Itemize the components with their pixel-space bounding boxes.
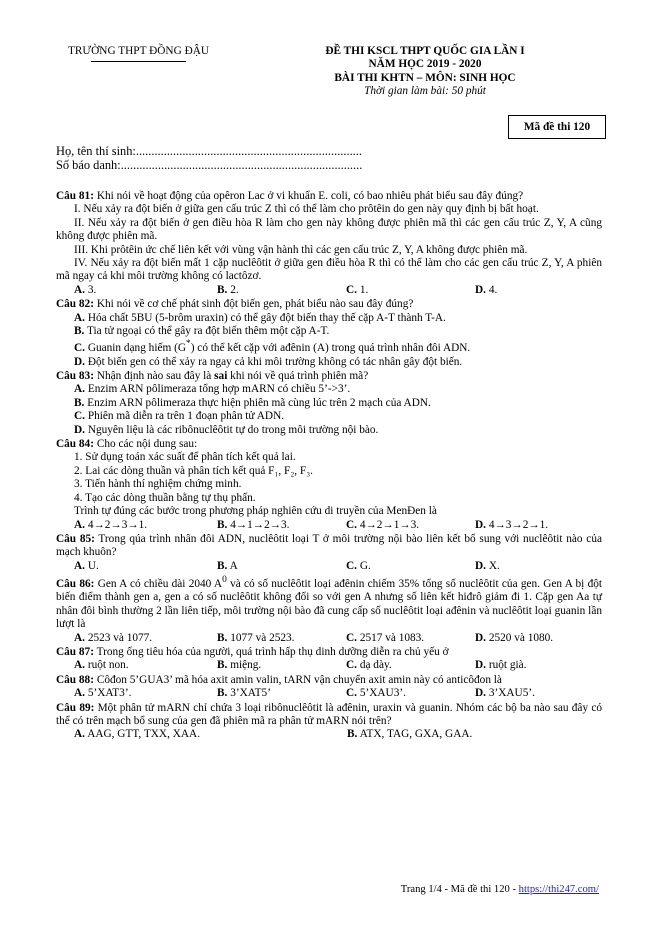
option-a[interactable]: A. Hóa chất 5BU (5-brôm uraxin) có thể gây đột biến thay thế cặp A-T thành T-A. (74, 311, 446, 324)
option-a[interactable]: A. AAG, GTT, TXX, XAA. (74, 728, 201, 741)
option-d[interactable]: D. ruột già. (475, 659, 527, 672)
option-d[interactable]: D. Nguyên liệu là các ribônuclêôtit tự do trong môi trường nội bào. (74, 423, 379, 436)
option-c[interactable]: C. 2517 và 1083. (346, 631, 425, 644)
question-number: Câu 82: (56, 298, 94, 311)
statement-1: I. Nếu xảy ra đột biến ở giữa gen cấu trúc Z thì có thể làm cho prôtêin do gen này quy định bị bất hoạt. (74, 203, 539, 216)
exam-subject: BÀI THI KHTN – MÔN: SINH HỌC (334, 71, 516, 84)
step-4: 4. Tạo các dòng thuần bằng tự thụ phấn. (74, 491, 256, 504)
option-b[interactable]: B. 2. (217, 283, 239, 296)
exam-code-box: Mã đề thi 120 (508, 115, 606, 139)
page-footer (401, 883, 599, 896)
question-89 (56, 702, 602, 742)
footer-link[interactable]: https://thi247.com/ (518, 884, 599, 895)
option-b[interactable]: B. ATX, TAG, GXA, GAA. (347, 728, 473, 741)
option-b[interactable]: B. Enzim ARN pôlimeraza thực hiện phiên mã cùng lúc trên 2 mạch của ADN. (74, 396, 431, 409)
option-c[interactable]: C. G. (346, 559, 371, 572)
option-b[interactable]: B. 1077 và 2523. (217, 631, 295, 644)
answer-options (56, 284, 602, 297)
option-c[interactable]: C. dạ dày. (346, 659, 392, 672)
candidate-number-line: Số báo danh:.............................................................................. (56, 158, 363, 172)
question-number: Câu 87: (56, 645, 94, 658)
question-text: Một phân tử mARN chỉ chứa 3 loại ribônuclêôtit là ađênin, uraxin và guanin. Nhóm các bộ ba nào sau đây có thể có trên mạch bổ sung của gen đã phiên mã ra phân tử mARN nói trên? (56, 701, 602, 727)
question-prompt: Trình tự đúng các bước trong phương pháp nghiên cứu di truyền của MenĐen là (74, 505, 437, 518)
answer-options (56, 560, 602, 573)
step-3: 3. Tiến hành thí nghiệm chứng minh. (74, 478, 242, 491)
option-a[interactable]: A. U. (74, 559, 99, 572)
exam-header (250, 45, 600, 99)
answer-options (56, 659, 602, 672)
option-d[interactable]: D. Đột biến gen có thể xảy ra ngay cả khi môi trường không có tác nhân gây đột biến. (74, 355, 463, 368)
answer-options (56, 728, 602, 741)
question-87 (56, 646, 602, 673)
question-85 (56, 533, 602, 573)
question-83 (56, 370, 602, 437)
option-b[interactable]: B. 4→1→2→3. (217, 518, 290, 531)
option-b[interactable]: B. A (217, 559, 238, 572)
question-text: Gen A có chiều dài 2040 $A^0$ và có số nuclêôtit loại ađênin chiếm 35% tổng số nuclêôtit của gen. Gen A bị đột biến điểm thành gen a, gen a có số nuclêôtit không đổi so với gen A nhưng số liên kết hiđrô giảm đi 1. Cặp gen Aa tự nhân đôi bình thường 2 lần liên tiếp, môi trường nội bào đã cung cấp số nuclêôtit loại ađênin và nuclêôtit loại guanin lần lượt là (56, 575, 603, 631)
question-82 (56, 298, 602, 369)
option-d[interactable]: D. X. (475, 559, 500, 572)
questions (56, 190, 602, 743)
step-1: 1. Sử dụng toán xác suất để phân tích kết quả lai. (74, 451, 296, 464)
question-text: Trong qúa trình nhân đôi ADN, nuclêôtit loại T ở môi trường nội bào liên kết bổ sung với nuclêôtit nào của mạch khuôn? (56, 532, 602, 559)
question-84 (56, 438, 602, 532)
question-number: Câu 81: (56, 190, 94, 202)
option-a[interactable]: A. ruột non. (74, 659, 129, 672)
question-number: Câu 89: (56, 701, 95, 714)
school-underline (91, 61, 186, 62)
option-d[interactable]: D. 4. (475, 283, 498, 296)
question-text: Khi nói về cơ chế phát sinh đột biến gen, phát biểu nào sau đây đúng? (96, 298, 414, 311)
question-number: Câu 88: (56, 673, 94, 686)
option-b[interactable]: B. 3’XAT5’ (217, 687, 271, 700)
question-text: Côđon 5’GUA3’ mã hóa axit amin valin, tARN vận chuyển axit amin này có anticôđon là (96, 673, 502, 686)
candidate-name-line: Họ, tên thí sinh:......................................................................... (56, 144, 362, 158)
option-a[interactable]: A. 3. (74, 283, 97, 296)
option-d[interactable]: D. 4→3→2→1. (475, 518, 549, 531)
statement-2: II. Nếu xảy ra đột biến ở gen điều hòa R làm cho gen này không được phiên mã thì các gen cấu trúc Z, Y, A cũng không được phiên mã. (56, 216, 602, 243)
option-c[interactable]: C. Phiên mã diễn ra trên 1 đoạn phân tử ADN. (74, 410, 285, 423)
option-b[interactable]: B. miệng. (217, 659, 262, 672)
question-number: Câu 85: (56, 532, 95, 545)
question-number: Câu 86: (56, 577, 95, 590)
question-text: Trong ống tiêu hóa của người, quá trình hấp thụ dinh dưỡng diễn ra chủ yếu ở (96, 645, 449, 658)
statement-3: III. Khi prôtêin ức chế liên kết với vùng vận hành thì các gen cấu trúc Z, Y, A không được phiên mã. (74, 243, 528, 256)
school-name: TRƯỜNG THPT ĐỒNG ĐẬU (67, 45, 210, 57)
option-a[interactable]: A. 2523 và 1077. (74, 631, 153, 644)
answer-options (56, 687, 602, 700)
question-text: Cho các nội dung sau: (96, 438, 198, 451)
question-text: Nhận định nào sau đây là sai khi nói về quá trình phiên mã? (96, 370, 369, 383)
option-c[interactable]: C. 5’XAU3’. (346, 687, 406, 700)
option-c[interactable]: C. 1. (346, 283, 369, 296)
exam-title: ĐỀ THI KSCL THPT QUỐC GIA LẦN I (325, 45, 525, 57)
statement-4: IV. Nếu xảy ra đột biến mất 1 cặp nuclêôtit ở giữa gen điều hòa R thì có thể làm cho các gen cấu trúc Z, Y, A phiên mã ngay cả khi môi trường không có lactôzơ. (56, 257, 602, 283)
option-c[interactable]: C. Guanin dạng hiếm (G*) có thể kết cặp với ađênin (A) trong quá trình nhân đôi ADN. (74, 339, 471, 355)
footer-text: Trang 1/4 - Mã đề thi 120 - (400, 884, 519, 895)
step-2: 2. Lai các dòng thuần và phân tích kết quả F₁, F₂, F₃. (74, 464, 313, 477)
option-a[interactable]: A. 5’XAT3’. (74, 687, 132, 700)
option-a[interactable]: A. 4→2→3→1. (74, 518, 148, 531)
exam-time: Thời gian làm bài: 50 phút (364, 85, 486, 98)
question-number: Câu 83: (56, 370, 94, 383)
question-86 (56, 574, 602, 645)
school-year: NĂM HỌC 2019 - 2020 (368, 58, 482, 71)
school-header (56, 45, 221, 62)
option-c[interactable]: C. 4→2→1→3. (346, 518, 420, 531)
option-d[interactable]: D. 2520 và 1080. (475, 631, 554, 644)
question-88 (56, 674, 602, 701)
option-a[interactable]: A. Enzim ARN pôlimeraza tổng hợp mARN có chiều 5’->3’. (74, 383, 351, 396)
answer-options (56, 519, 602, 532)
answer-options (56, 632, 602, 645)
question-text: Khi nói về hoạt động của opêron Lac ở vi khuẩn E. coli, có bao nhiêu phát biểu sau đây đúng? (96, 190, 524, 202)
question-81 (56, 190, 602, 297)
option-b[interactable]: B. Tia tử ngoại có thể gây ra đột biến thêm một cặp A-T. (74, 325, 330, 338)
question-number: Câu 84: (56, 438, 94, 451)
option-d[interactable]: D. 3’XAU5’. (475, 687, 535, 700)
candidate-info (56, 144, 362, 172)
